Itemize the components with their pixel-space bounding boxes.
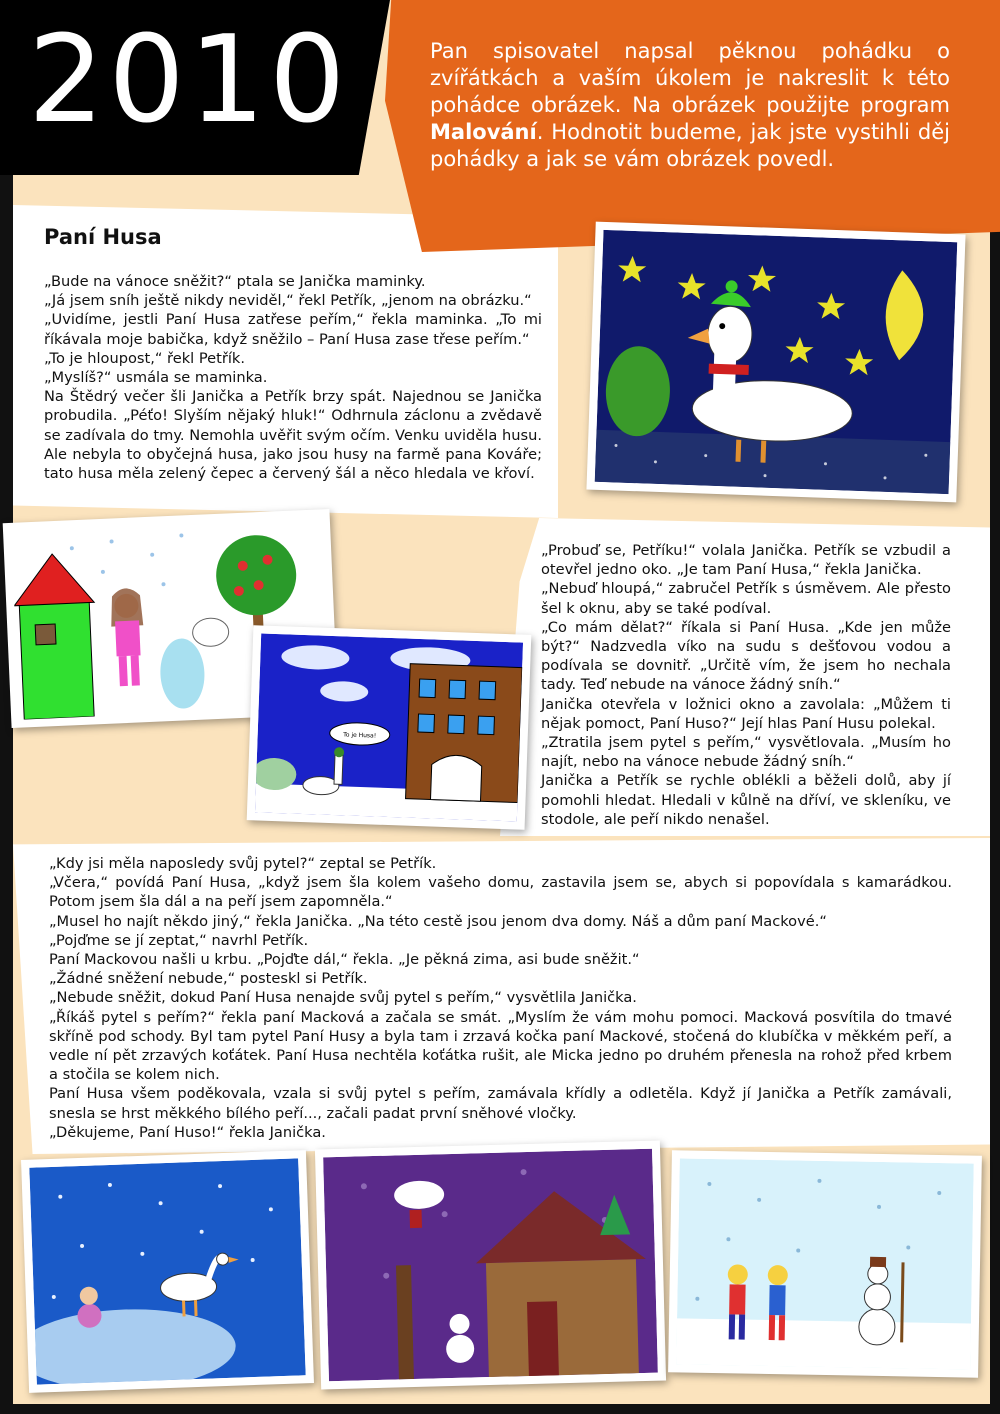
- paragraph: Paní Husa všem poděkovala, vzala si svůj pytel s peřím, zamávala křídly a odletěla. Když jí Janička a Petřík zamávali, snesla se hrst měkkého bílého peří..., začali padat první sněhové vločky.: [49, 1085, 952, 1122]
- paragraph: Paní Mackovou našli u krbu. „Pojďte dál,“ řekla. „Je pěkná zima, asi bude sněžit.“: [49, 951, 640, 969]
- drawing-goose-night: [586, 222, 965, 503]
- paragraph: „Včera,“ povídá Paní Husa, „když jsem šla kolem vašeho domu, zastavila jsem se, abych si popovídala s kamarádkou. Potom jsem šla dál a na peří jsem zapomněla.“: [49, 874, 952, 911]
- program-name: Malování: [430, 120, 537, 144]
- paragraph: „Myslíš?“ usmála se maminka.: [44, 369, 268, 387]
- paragraph: „Děkujeme, Paní Huso!“ řekla Janička.: [49, 1123, 326, 1141]
- paragraph: „Musel ho najít někdo jiný,“ řekla Janička. „Na této cestě jsou jenom dva domy. Náš a dům paní Mackové.“: [49, 912, 827, 930]
- paragraph: „To je hloupost,“ řekl Petřík.: [44, 349, 245, 367]
- paragraph: „Nebude sněžit, dokud Paní Husa nenajde svůj pytel s peřím,“ vysvětlila Janička.: [49, 989, 637, 1007]
- story-part-1: [44, 272, 542, 483]
- bottom-border: [0, 1404, 1000, 1414]
- right-border: [990, 230, 1000, 1414]
- drawing-goose-snow: [21, 1150, 314, 1393]
- drawing-kids-snowman: [668, 1150, 982, 1377]
- paragraph: Janička otevřela v ložnici okno a zavolala: „Můžem ti nějak pomoct, Paní Huso?“ Její hlas Paní Husu polekal.: [541, 695, 951, 732]
- paragraph: „Kdy jsi měla naposledy svůj pytel?“ zeptal se Petřík.: [49, 855, 437, 872]
- drawing-brick-house: [247, 625, 532, 830]
- story-part-2: [541, 541, 951, 829]
- paragraph: „Já jsem sníh ještě nikdy neviděl,“ řekl Petřík, „jenom na obrázku.“: [44, 292, 532, 310]
- paragraph: Janička a Petřík se rychle oblékli a běželi dolů, aby jí pomohli hledat. Hledali v kůlně na dříví, ve skleníku, ve stodole, ale peří nikdo nenašel.: [541, 772, 951, 828]
- year-title: 2010: [28, 11, 350, 150]
- intro-text: Pan spisovatel napsal pěknou pohádku o zvířátkách a vaším úkolem je nakreslit k této pohádce obrázek. Na obrázek použijte program Malování. Hodnotit budeme, jak jste vystihli děj pohádky a jak se vám obrázek povedl.: [430, 39, 950, 171]
- paragraph: „Bude na vánoce sněžit?“ ptala se Janička maminky.: [44, 273, 426, 290]
- paragraph: „Co mám dělat?“ říkala si Paní Husa. „Kde jen může být?“ Nadzvedla víko na sudu s dešťovou vodou a podívala se dovnitř. „Určitě vím, že jsem ho nechala tady. Teď nebude na vánoce žádný sníh.“: [541, 618, 951, 694]
- story-title: Paní Husa: [44, 225, 162, 249]
- paragraph: „Říkáš pytel s peřím?“ řekla paní Macková a začala se smát. „Myslím že vám mohu pomoci. Macková posvítila do tmavé skříně pod schody. Byl tam pytel Paní Husy a byla tam i zrzavá kočka paní Mackové, stočená do klubíčka v měkkém peří, a vedle ní pět zrzavých koťátek. Paní Husa nechtěla koťátka rušit, ale Micka jedno po druhém přenesla na rohož před krbem a stočila se kolem nich.: [49, 1008, 952, 1084]
- paragraph: „Ztratila jsem pytel s peřím,“ vysvětlovala. „Musím ho najít, nebo na vánoce nebude žádný sníh.“: [541, 734, 951, 771]
- story-part-3: [49, 854, 952, 1142]
- paragraph: „Pojďme se jí zeptat,“ navrhl Petřík.: [49, 931, 309, 949]
- drawing-purple-house: [315, 1141, 666, 1390]
- paragraph: „Nebuď hloupá,“ zabručel Petřík s úsměvem. Ale přesto šel k oknu, aby se také podíval.: [541, 580, 951, 617]
- paragraph: Na Štědrý večer šli Janička a Petřík brzy spát. Najednou se Janička probudila. „Péťo! Slyším nějaký hluk!“ Odhrnula záclonu a zvědavě se zadívala do tmy. Nemohla uvěřit svým očím. Venku uviděla husu. Ale nebyla to obyčejná husa, jako jsou husy na farmě pana Kováře; tato husa měla zelený čepec a červený šál a něco hledala ve křoví.: [44, 388, 542, 483]
- paragraph: „Uvidíme, jestli Paní Husa zatřese peřím,“ řekla maminka. „To mi říkávala moje babička, když sněžilo – Paní Husa zase třese peřím.“: [44, 311, 542, 348]
- speech-bubble-text: To je Husa!: [343, 731, 377, 740]
- paragraph: „Žádné sněžení nebude,“ posteskl si Petřík.: [49, 970, 368, 988]
- paragraph: „Probuď se, Petříku!“ volala Janička. Petřík se vzbudil a otevřel jedno oko. „Je tam Paní Husa,“ řekla Janička.: [541, 542, 951, 579]
